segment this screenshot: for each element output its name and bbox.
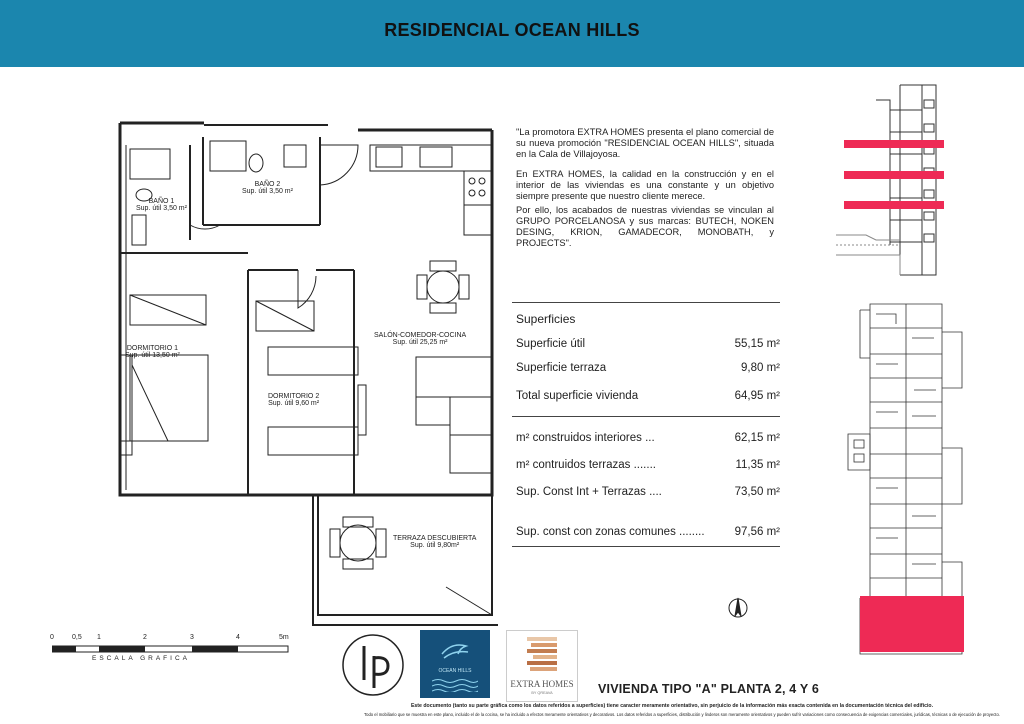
table-row: Sup. const con zonas comunes ........ 97,56 m² bbox=[516, 526, 780, 538]
table-mid-line bbox=[512, 416, 780, 417]
building-section-diagram bbox=[836, 80, 948, 280]
table-row: Superficie útil 55,15 m² bbox=[516, 338, 780, 350]
table-row: Total superficie vivienda 64,95 m² bbox=[516, 390, 780, 402]
dolphin-icon bbox=[440, 640, 470, 660]
description-p1: "La promotora EXTRA HOMES presenta el plano comercial de su nueva promoción "RESIDENCIAL OCEAN HILLS", situada en la Cala de Villajoyosa. bbox=[516, 127, 774, 160]
scale-tick: 0 bbox=[50, 634, 54, 641]
table-row: m² contruidos terrazas ....... 11,35 m² bbox=[516, 459, 780, 471]
description-p2: En EXTRA HOMES, la calidad en la construcción y en el interior de las viviendas es una constante y un objetivo siempre presente que nuestro cliente merece. bbox=[516, 169, 774, 202]
ocean-hills-logo bbox=[420, 630, 490, 698]
header-banner bbox=[0, 0, 1024, 67]
room-label-terraza: TERRAZA DESCUBIERTA Sup. útil 9,80m² bbox=[393, 535, 477, 549]
building-key-plan bbox=[846, 298, 970, 656]
scale-tick: 0,5 bbox=[72, 634, 82, 641]
table-top-line bbox=[512, 302, 780, 303]
superficies-title: Superficies bbox=[516, 312, 576, 326]
page-title: RESIDENCIAL OCEAN HILLS bbox=[384, 20, 640, 40]
room-label-bano2: BAÑO 2 Sup. útil 3,50 m² bbox=[242, 181, 293, 195]
table-row: Superficie terraza 9,80 m² bbox=[516, 362, 780, 374]
waves-icon bbox=[432, 678, 478, 692]
disclaimer-primary: Este documento (tanto su parte gráfica como los datos referidos a superficies) tiene caracter meramente orientativo, sin perjuicio de la información más exacta contenida en la documentación técnica del edificio. bbox=[410, 703, 934, 709]
description-p3: Por ello, los acabados de nuestras viviendas se vinculan al GRUPO PORCELANOSA y sus marcas: BUTECH, NOKEN DESING, KRION, GAMADECOR, MONOBATH, y PROJECTS". bbox=[516, 204, 774, 248]
north-arrow-icon bbox=[726, 596, 750, 620]
extra-homes-logo-text: EXTRA HOMES bbox=[510, 679, 574, 689]
description-text bbox=[516, 127, 774, 258]
scale-bar bbox=[52, 642, 292, 656]
room-label-dorm1: DORMITORIO 1 Sup. útil 13,50 m² bbox=[125, 345, 180, 359]
room-label-salon: SALÓN-COMEDOR-COCINA Sup. útil 25,25 m² bbox=[374, 332, 467, 346]
stripes-icon bbox=[527, 637, 557, 675]
scale-tick: 4 bbox=[236, 634, 240, 641]
table-row: Sup. Const Int + Terrazas .... 73,50 m² bbox=[516, 486, 780, 498]
extra-homes-logo bbox=[506, 630, 578, 702]
lp-logo bbox=[340, 632, 406, 698]
dwelling-type-title: VIVIENDA TIPO "A" PLANTA 2, 4 Y 6 bbox=[598, 682, 820, 696]
scale-tick: 1 bbox=[97, 634, 101, 641]
floor-plan bbox=[108, 115, 500, 630]
scale-tick: 2 bbox=[143, 634, 147, 641]
disclaimer-secondary: Todo el mobiliario que se muestra en este plano, incluido el de la cocina, se ha incluido a efectos meramente orientativos y decorativos. Los datos referidos a superficies, distribución y linderos son meramente orientativos y pueden sufrir variaciones como consecuencia de exigencias comerciales, jurídicas, técnicas o de ejecución de proyecto. bbox=[364, 712, 1000, 717]
scale-tick: 3 bbox=[190, 634, 194, 641]
ocean-hills-logo-text: OCEAN HILLS bbox=[438, 668, 472, 674]
table-row: m² construidos interiores ... 62,15 m² bbox=[516, 432, 780, 444]
room-label-dorm2: DORMITORIO 2 Sup. útil 9,60 m² bbox=[268, 393, 320, 407]
table-bottom-line bbox=[512, 546, 780, 547]
room-label-bano1: BAÑO 1 Sup. útil 3,50 m² bbox=[136, 198, 187, 212]
scale-tick: 5m bbox=[279, 634, 289, 641]
extra-homes-logo-sub: BY QREAVA bbox=[531, 691, 553, 695]
scale-label: ESCALA GRAFICA bbox=[92, 655, 190, 662]
